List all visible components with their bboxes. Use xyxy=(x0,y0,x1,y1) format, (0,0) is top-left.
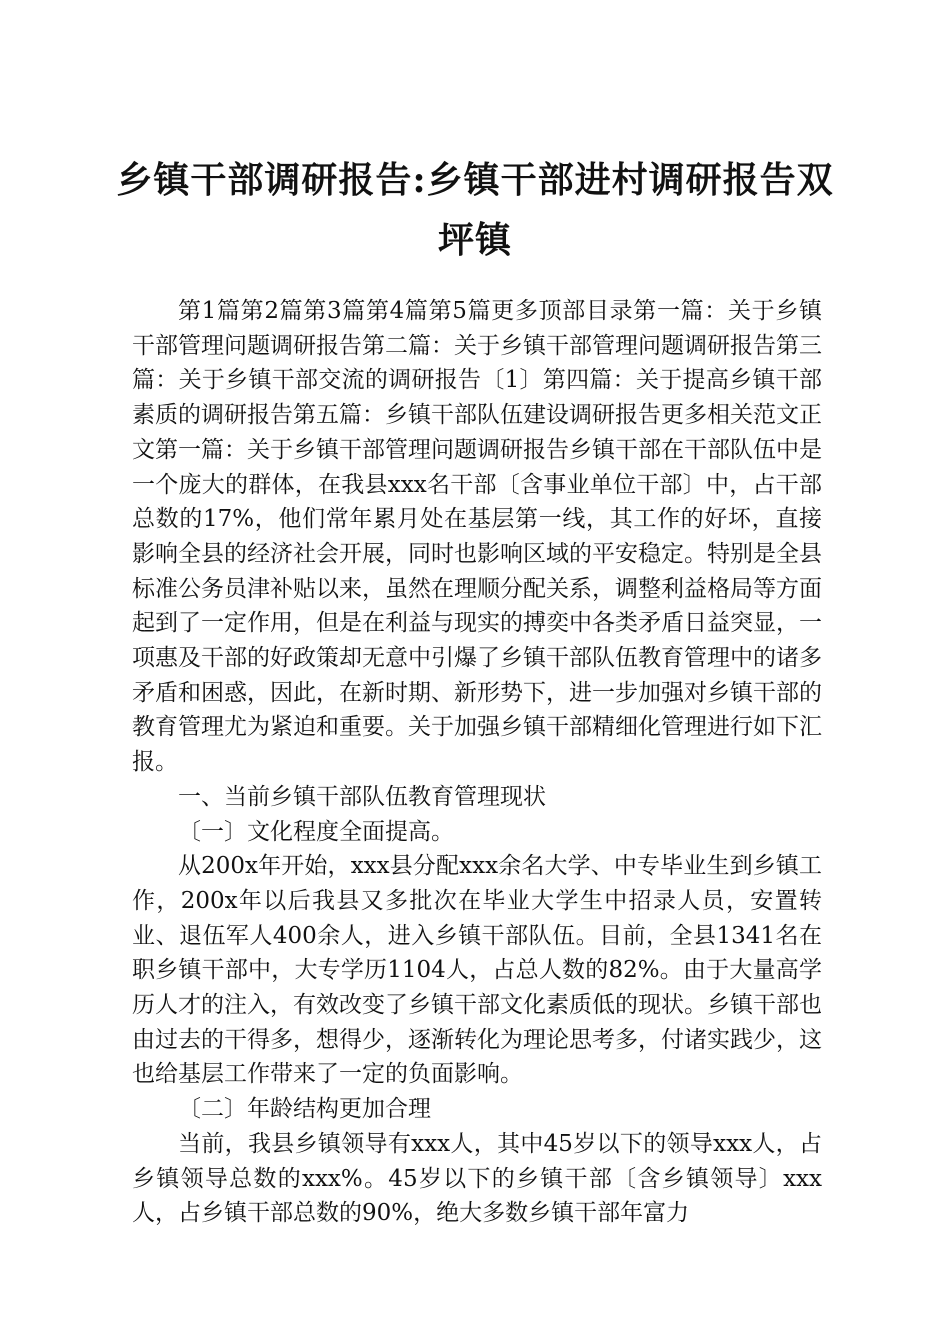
body-paragraph-education: 从200x年开始，xxx县分配xxx余名大学、中专毕业生到乡镇工作，200x年以后我县又多批次在毕业大学生中招录人员，安置转业、退伍军人400余人，进入乡镇干部队伍。目前，全县1341名在职乡镇干部中，大专学历1104人，占总人数的82%。由于大量高学历人才的注入，有效改变了乡镇干部文化素质低的现状。乡镇干部也由过去的干得多，想得少，逐渐转化为理论思考多，付诸实践少，这也给基层工作带来了一定的负面影响。 xyxy=(132,853,822,1088)
document-title: 乡镇干部调研报告:乡镇干部进村调研报告双坪镇 xyxy=(116,159,834,261)
body-paragraph-age-structure: 当前，我县乡镇领导有xxx人，其中45岁以下的领导xxx人，占乡镇领导总数的xxx%。45岁以下的乡镇干部〔含乡镇领导〕xxx人，占乡镇干部总数的90%，绝大多数乡镇干部年富力 xyxy=(132,1130,822,1227)
subsection-heading-education: 〔一〕文化程度全面提高。 xyxy=(178,818,454,845)
document-body xyxy=(132,294,822,1231)
section-heading-current-status: 一、当前乡镇干部队伍教育管理现状 xyxy=(178,783,546,810)
body-paragraph-intro: 第1篇第2篇第3篇第4篇第5篇更多顶部目录第一篇：关于乡镇干部管理问题调研报告第二篇：关于乡镇干部管理问题调研报告第三篇：关于乡镇干部交流的调研报告〔1〕第四篇：关于提高乡镇干部素质的调研报告第五篇：乡镇干部队伍建设调研报告更多相关范文正文第一篇：关于乡镇干部管理问题调研报告乡镇干部在干部队伍中是一个庞大的群体，在我县xxx名干部〔含事业单位干部〕中，占干部总数的17%，他们常年累月处在基层第一线，其工作的好坏，直接影响全县的经济社会开展，同时也影响区域的平安稳定。特别是全县标准公务员津补贴以来，虽然在理顺分配关系，调整利益格局等方面起到了一定作用，但是在利益与现实的搏奕中各类矛盾日益突显，一项惠及干部的好政策却无意中引爆了乡镇干部队伍教育管理中的诸多矛盾和困惑，因此，在新时期、新形势下，进一步加强对乡镇干部的教育管理尤为紧迫和重要。关于加强乡镇干部精细化管理进行如下汇报。 xyxy=(132,298,822,776)
subsection-heading-age-structure: 〔二〕年龄结构更加合理 xyxy=(178,1096,431,1123)
